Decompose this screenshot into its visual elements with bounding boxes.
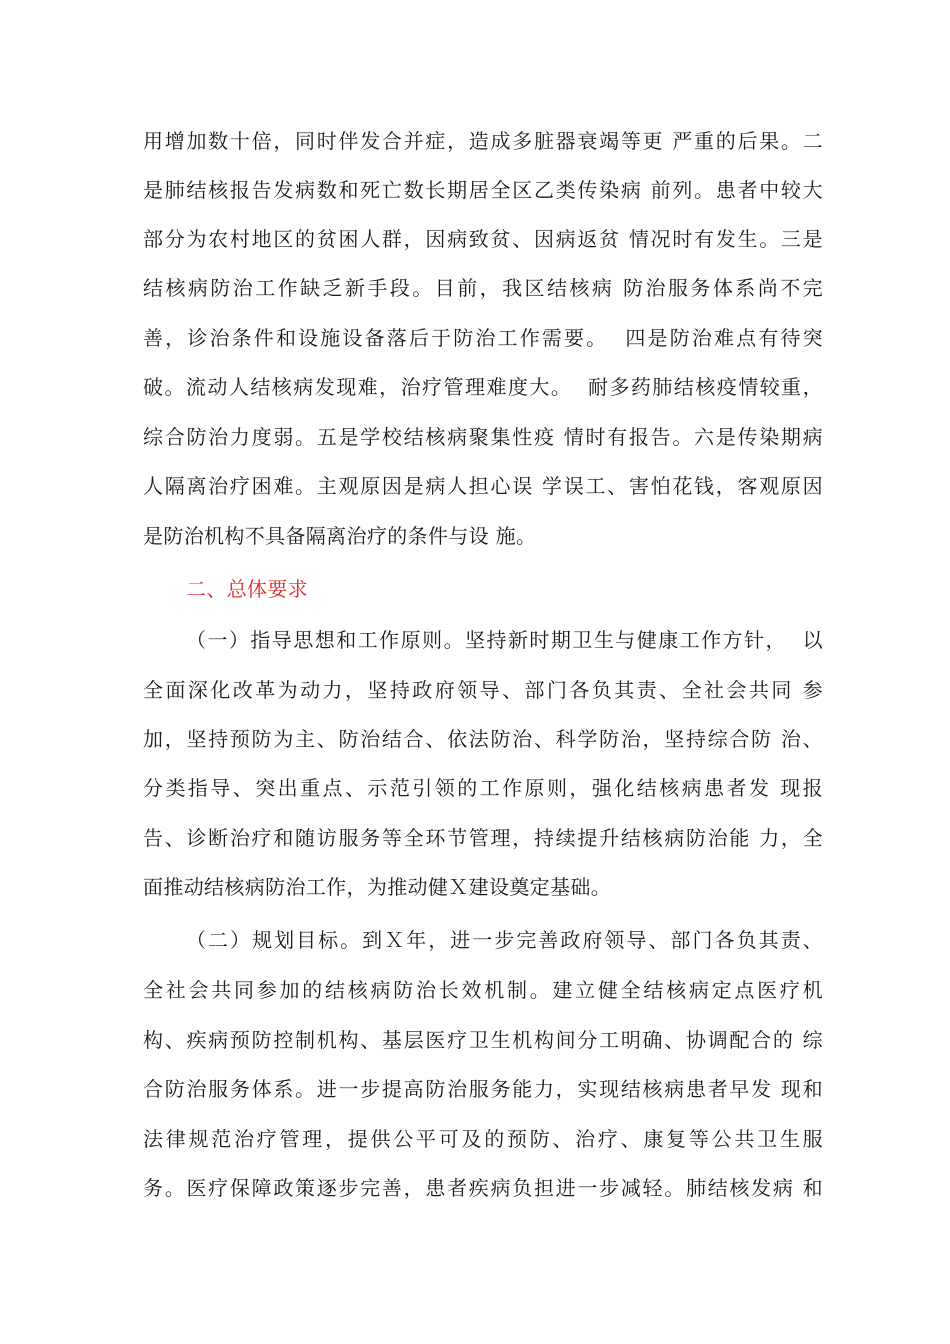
paragraph-line: 人隔离治疗困难。主观原因是病人担心误 学误工、害怕花钱，客观原因 [143, 474, 823, 498]
paragraph-line: 告、诊断治疗和随访服务等全环节管理，持续提升结核病防治能 力，全 [143, 826, 823, 850]
paragraph-line: （二）规划目标。到Ｘ年，进一步完善政府领导、部门各负其责、 [186, 928, 823, 952]
paragraph-line: 加，坚持预防为主、防治结合、依法防治、科学防治，坚持综合防 治、 [143, 727, 823, 751]
paragraph-line: 合防治服务体系。进一步提高防治服务能力，实现结核病患者早发 现和 [143, 1077, 823, 1101]
paragraph-line: 结核病防治工作缺乏新手段。目前，我区结核病 防治服务体系尚不完 [143, 276, 823, 300]
paragraph-line: 是防治机构不具备隔离治疗的条件与设 施。 [143, 524, 537, 548]
paragraph-line: 善，诊治条件和设施设备落后于防治工作需要。 四是防治难点有待突 [143, 326, 823, 350]
paragraph-line: 全面深化改革为动力，坚持政府领导、部门各负其责、全社会共同 参 [143, 678, 823, 702]
paragraph-line: 部分为农村地区的贫困人群，因病致贫、因病返贫 情况时有发生。三是 [143, 227, 823, 251]
paragraph-line: 用增加数十倍，同时伴发合并症，造成多脏器衰竭等更 严重的后果。二 [143, 129, 823, 153]
paragraph-line: 破。流动人结核病发现难，治疗管理难度大。 耐多药肺结核疫情较重， [143, 375, 823, 399]
paragraph-line: 构、疾病预防控制机构、基层医疗卫生机构间分工明确、协调配合的 综 [143, 1028, 823, 1052]
section-heading: 二、总体要求 [186, 577, 309, 601]
paragraph-line: 是肺结核报告发病数和死亡数长期居全区乙类传染病 前列。患者中较大 [143, 178, 823, 202]
paragraph-line: 法律规范治疗管理，提供公平可及的预防、治疗、康复等公共卫生服 [143, 1127, 823, 1151]
paragraph-line: 务。医疗保障政策逐步完善，患者疾病负担进一步减轻。肺结核发病 和 [143, 1176, 823, 1200]
paragraph-line: 分类指导、突出重点、示范引领的工作原则，强化结核病患者发 现报 [143, 776, 823, 800]
paragraph-line: 面推动结核病防治工作，为推动健Ｘ建设奠定基础。 [143, 875, 612, 899]
paragraph-line: 综合防治力度弱。五是学校结核病聚集性疫 情时有报告。六是传染期病 [143, 425, 823, 449]
paragraph-line: 全社会共同参加的结核病防治长效机制。建立健全结核病定点医疗机 [143, 978, 823, 1002]
paragraph-line: （一）指导思想和工作原则。坚持新时期卫生与健康工作方针， 以 [186, 628, 823, 652]
